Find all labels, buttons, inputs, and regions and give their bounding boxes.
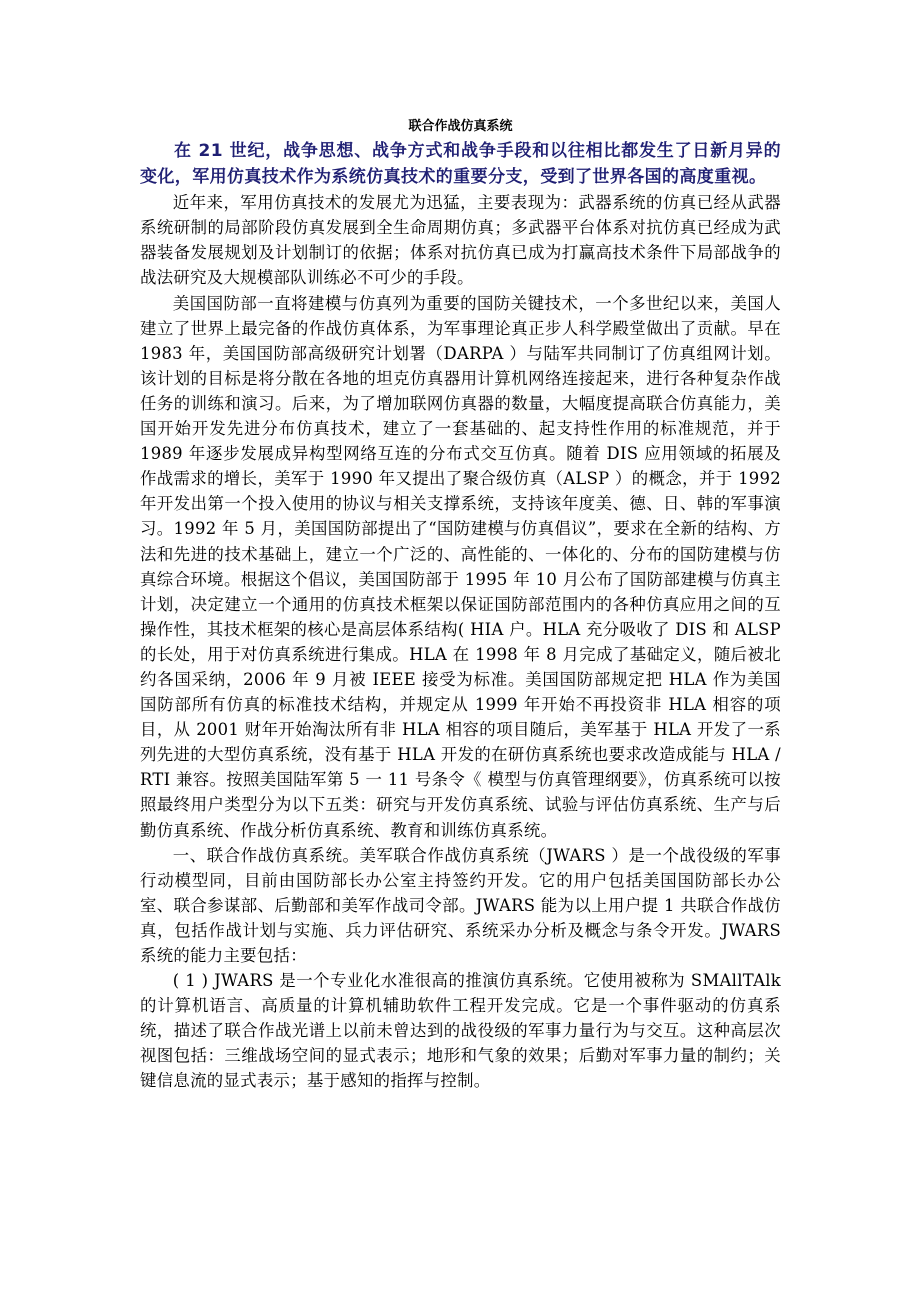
paragraph-us-dod-history: 美国国防部一直将建模与仿真列为重要的国防关键技术，一个多世纪以来，美国人建立了世界上最完备的作战仿真体系，为军事理论真正步人科学殿堂做出了贡献。早在 1983 年，美国国防部高级研究计划署（DARPA ）与陆军共同制订了仿真组网计划。该计划的目标是将分散在各地的坦克仿真器用计算机网络连接起来，进行各种复杂作战任务的训练和演习。后来，为了增加联网仿真器的数量，大幅度提高联合仿真能力，美国开始开发先进分布仿真技术，建立了一套基础的、起支持性作用的标准规范，并于 1989 年逐步发展成异构型网络互连的分布式交互仿真。随着 DIS 应用领域的拓展及作战需求的增长，美军于 1990 年又提出了聚合级仿真（ALSP ）的概念，并于 1992 年开发出第一个投入使用的协议与相关支撑系统，支持该年度美、德、日、韩的军事演习。1992 年 5 月，美国国防部提出了“国防建模与仿真倡议”，要求在全新的结构、方法和先进的技术基础上，建立一个广泛的、高性能的、一体化的、分布的国防建模与仿真综合环境。根据这个倡议，美国国防部于 1995 年 10 月公布了国防部建模与仿真主计划，决定建立一个通用的仿真技术框架以保证国防部范围内的各种仿真应用之间的互操作性，其技术框架的核心是高层体系结构( HIA 户。HLA 充分吸收了 DIS 和 ALSP 的长处，用于对仿真系统进行集成。HLA 在 1998 年 8 月完成了基础定义，随后被北约各国采纳，2006 年 9 月被 IEEE 接受为标准。美国国防部规定把 HLA 作为美国国防部所有仿真的标准技术结构，并规定从 1999 年开始不再投资非 HLA 相容的项目，从 2001 财年开始淘汰所有非 HLA 相容的项目随后，美军基于 HLA 开发了一系列先进的大型仿真系统，没有基于 HLA 开发的在研仿真系统也要求改造成能与 HLA / RTI 兼容。按照美国陆军第 5 一 11 号条令《 模型与仿真管理纲要》，仿真系统可以按照最终用户类型分为以下五类：研究与开发仿真系统、试验与评估仿真系统、生产与后勤仿真系统、作战分析仿真系统、教育和训练仿真系统。: [140, 293, 781, 840]
paragraph-jwars-intro: 一、联合作战仿真系统。美军联合作战仿真系统（JWARS ）是一个战役级的军事行动模型同，目前由国防部长办公室主持签约开发。它的用户包括美国国防部长办公室、联合参谋部、后勤部和美军作战司令部。JWARS 能为以上用户提 1 共联合作战仿真，包括作战计划与实施、兵力评估研究、系统采办分析及概念与条令开发。JWARS 系统的能力主要包括：: [140, 845, 781, 965]
paragraph-overview: 近年来，军用仿真技术的发展尤为迅猛，主要表现为：武器系统的仿真已经从武器系统研制的局部阶段仿真发展到全生命周期仿真；多武器平台体系对抗仿真已经成为武器装备发展规划及计划制订的依据；体系对抗仿真已成为打赢高技术条件下局部战争的战法研究及大规模部队训练必不可少的手段。: [140, 193, 781, 288]
document-title: 联合作战仿真系统: [408, 119, 513, 134]
document-body: [140, 117, 781, 1094]
paragraph-jwars-capability-1: ( 1 ) JWARS 是一个专业化水准很高的推演仿真系统。它使用被称为 SMAllTAlk 的计算机语言、高质量的计算机辅助软件工程开发完成。它是一个事件驱动的仿真系统，描述了联合作战光谱上以前未曾达到的战役级的军事力量行为与交互。这种高层次视图包括：三维战场空间的显式表示；地形和气象的效果；后勤对军事力量的制约；关键信息流的显式表示；基于感知的指挥与控制。: [140, 971, 781, 1091]
intro-paragraph: 在 21 世纪，战争思想、战争方式和战争手段和以往相比都发生了日新月异的变化，军用仿真技术作为系统仿真技术的重要分支，受到了世界各国的高度重视。: [140, 141, 781, 187]
